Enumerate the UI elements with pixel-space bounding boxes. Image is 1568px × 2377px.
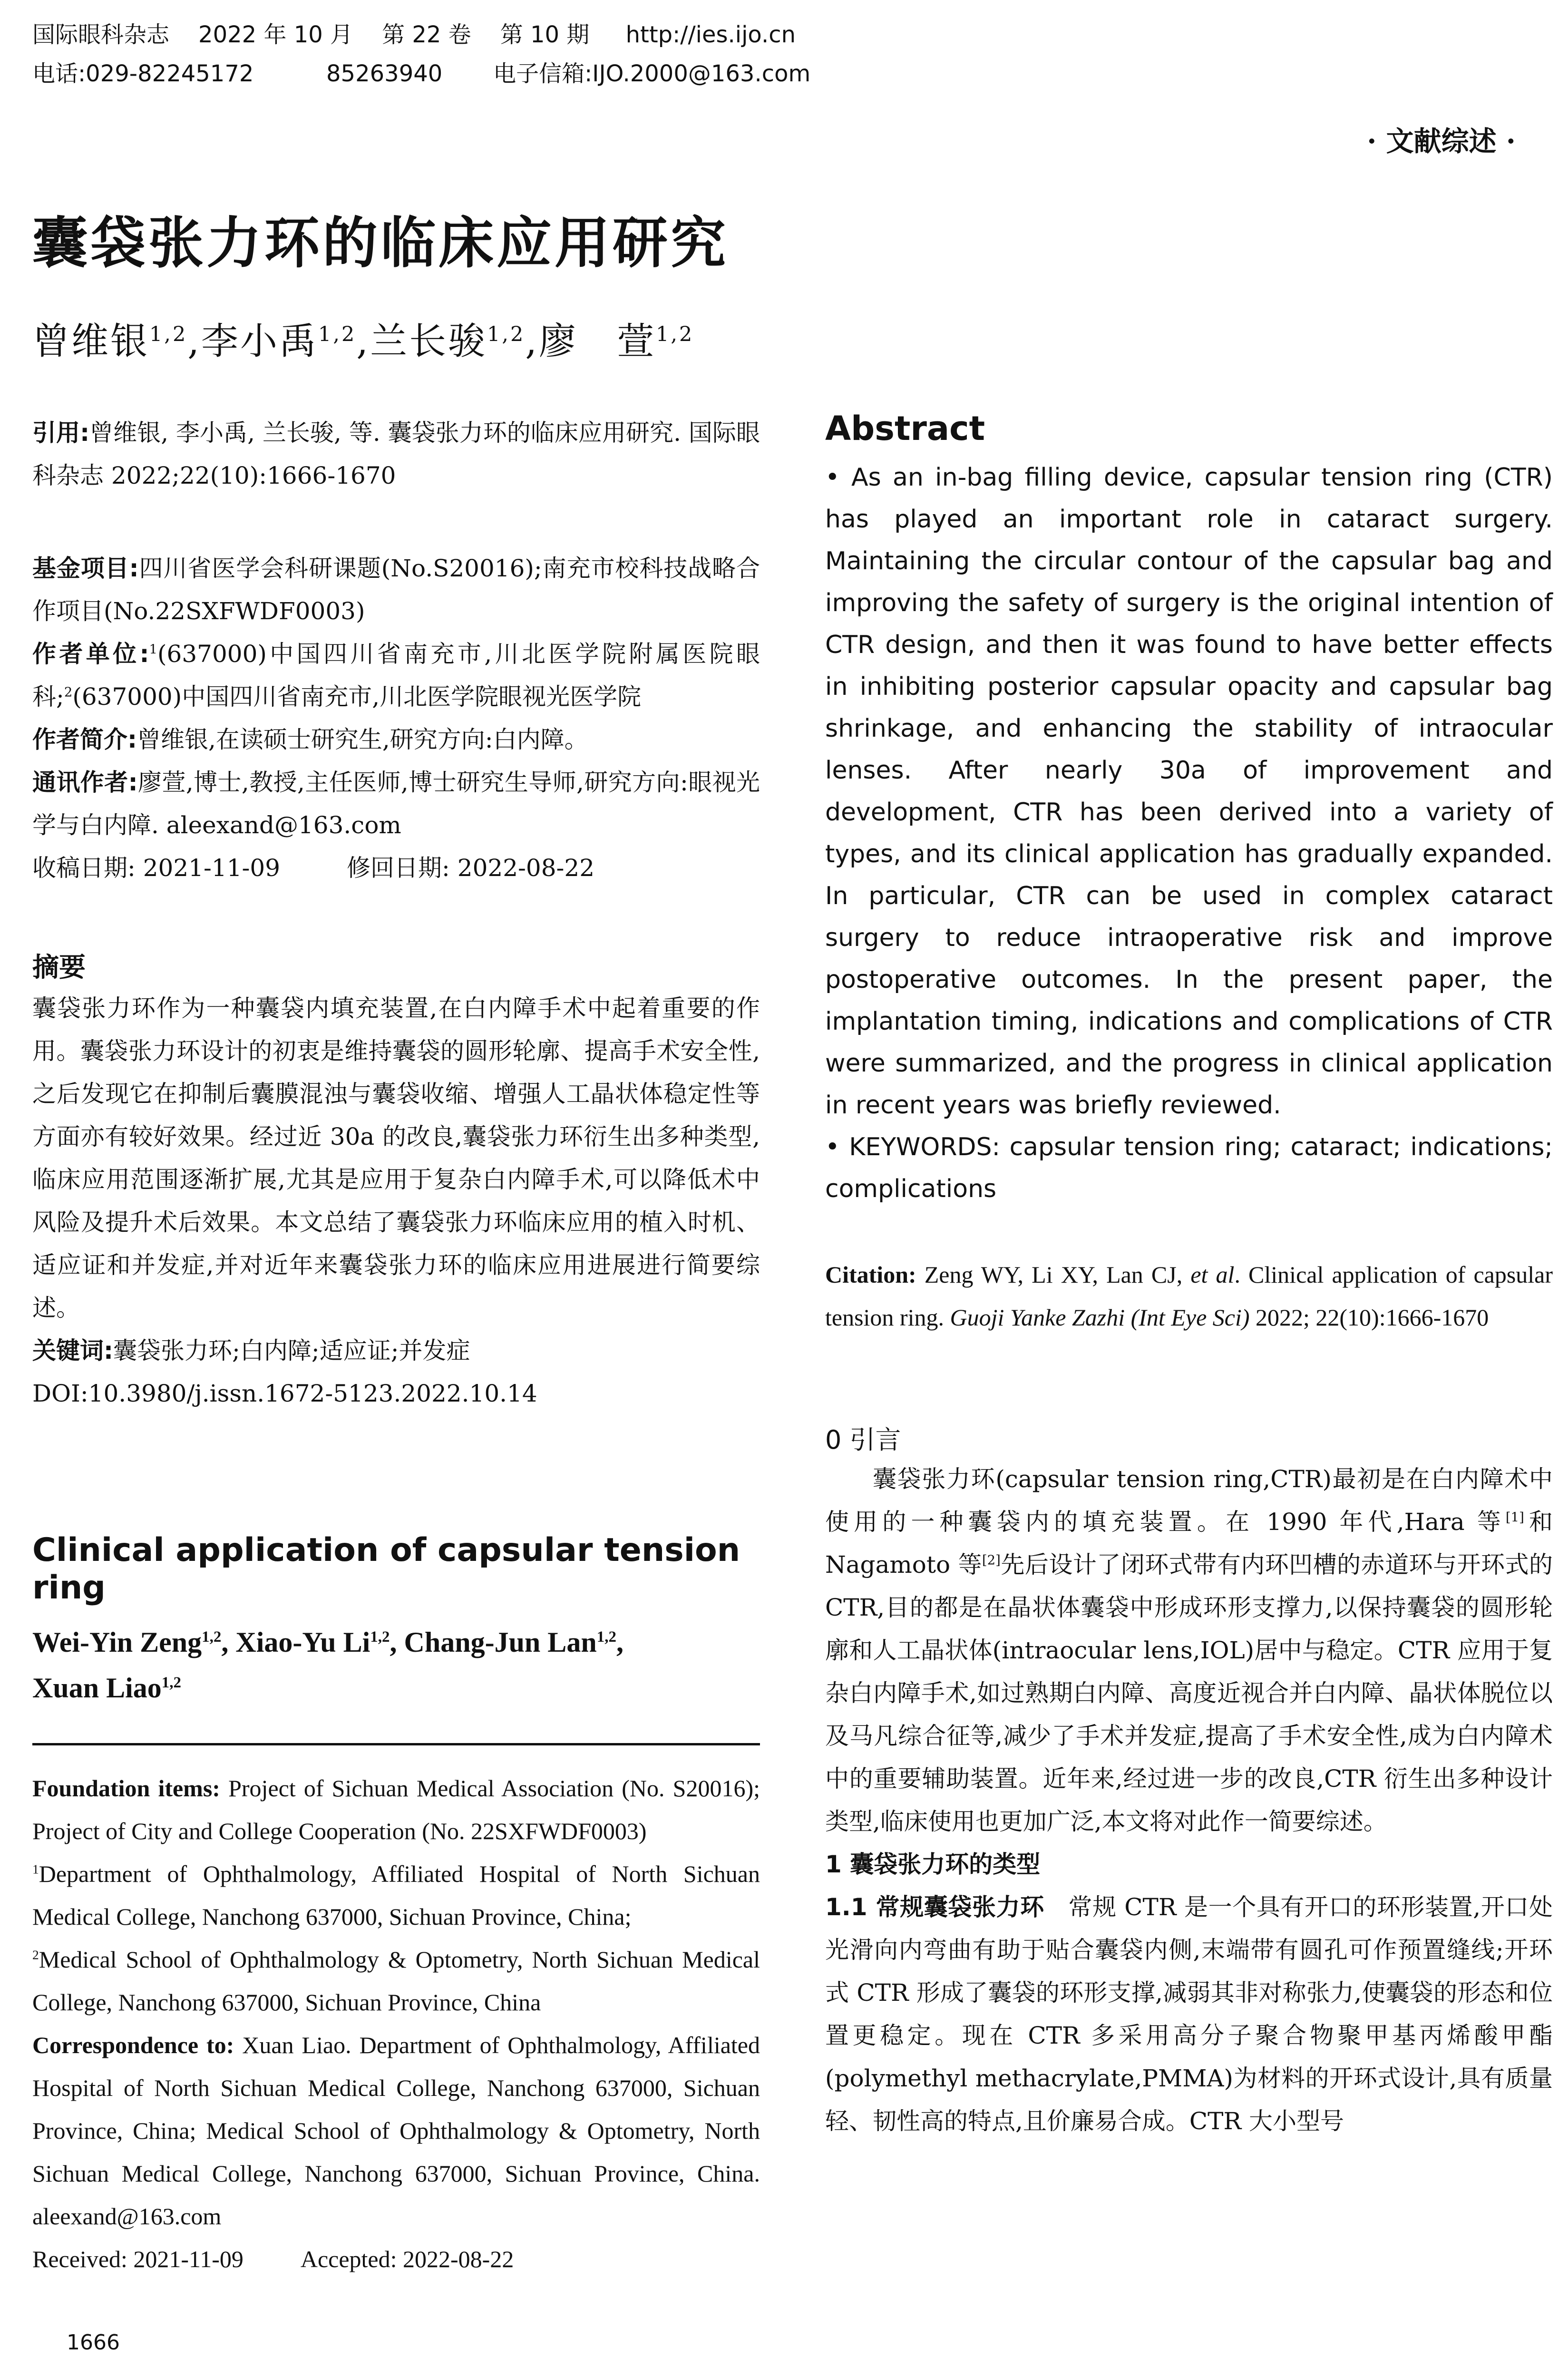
english-title: Clinical application of capsular tension ring (32, 1531, 740, 1607)
section-1-1-text: 常规 CTR 是一个具有开口的环形装置,开口处光滑向内弯曲有助于贴合囊袋内侧,末端带有圆孔可作预置缝线;开环式 CTR 形成了囊袋的环形支撑,减弱其非对称张力,使囊袋的形态和位置更稳定。现在 CTR 多采用高分子聚合物聚甲基丙烯酸甲酯(polymethyl methacrylate,PMMA)为材料的开环式设计,具有质量轻、韧性高的特点,且价廉易合成。CTR 大小型号 (825, 1893, 1553, 2135)
section-tag: · 文献综述 · (1367, 125, 1516, 157)
abstract-cn (32, 987, 760, 1415)
unit-text-2: (637000)中国四川省南充市,川北医学院眼视光医学院 (72, 683, 642, 711)
author-name: 兰长骏 (370, 320, 487, 363)
citation-cn (32, 411, 760, 497)
article-metadata-cn: 基金项目:四川省医学会科研课题(No.S20016);南充市校科技战略合作项目(No.22SXFWDF0003) 作者单位:$^1$(637000)中国四川省南充市,川北医学院附属医院眼科;$^2$(637000)中国四川省南充市,川北医学院眼视光医学院 作者简介:曾维银,在读硕士研究生,研究方向:白内障。 通讯作者:廖萱,博士,教授,主任医师,博士研究生导师,研究方向:眼视光学与白内障. aleexand@163.com 收稿日期: 2021-11-09 修回日期: 2022-08-22 (32, 555, 760, 882)
revised-date: 修回日期: 2022-08-22 (347, 854, 595, 882)
section-1-1-heading: 1.1 常规囊袋张力环 (825, 1893, 1044, 1921)
journal-header-line-1: 国际眼科杂志 2022 年 10 月 第 22 卷 第 10 期 http://ies.ijo.cn (32, 21, 796, 48)
journal-name: Guoji Yanke Zazhi (Int Eye Sci) (950, 1304, 1250, 1331)
fund-text: 四川省医学会科研课题(No.S20016);南充市校科技战略合作项目(No.22SXFWDF0003) (32, 555, 760, 625)
abstract-cn-heading: 摘要 (32, 952, 86, 983)
corr-text: 廖萱,博士,教授,主任医师,博士研究生导师,研究方向:眼视光学与白内障. aleexand@163.com (32, 769, 760, 839)
author-affiliation: 1,2 (487, 322, 526, 346)
abstract-en-heading: Abstract (825, 409, 985, 448)
author-name: 廖 萱 (539, 320, 656, 363)
article-title: 囊袋张力环的临床应用研究 (32, 211, 729, 275)
keywords-cn-label: 关键词: (32, 1337, 113, 1364)
author-affiliation: 1,2 (149, 322, 188, 346)
affiliation-2: Medical School of Ophthalmology & Optometry, North Sichuan Medical College, Nanchong 637000, Sichuan Province, China (32, 1946, 760, 2016)
unit-label: 作者单位: (32, 640, 149, 668)
abstract-en: • As an in-bag filling device, capsular tension ring (CTR) has played an important role in cataract surgery. Maintaining the circular contour of the capsular bag and improving the safety of surgery is the original intention of CTR design, and then it was found to have better effects in inhibiting posterior capsular opacity and capsular bag shrinkage, and enhancing the stability of intraocular lenses. After nearly 30a of improvement and development, CTR has been derived into a variety of types, and its clinical application has gradually expanded. In particular, CTR can be used in complex cataract surgery to reduce intraoperative risk and improve postoperative outcomes. In the present paper, the implantation timing, indications and complications of CTR were summarized, and the progress in clinical application in recent years was briefly reviewed. • KEYWORDS: capsular tension ring; cataract; indications; complications (825, 463, 1553, 1203)
author-affiliation: 1,2 (318, 322, 357, 346)
intro-body (825, 1458, 1553, 2143)
doi: DOI:10.3980/j.issn.1672-5123.2022.10.14 (32, 1380, 537, 1407)
bullet: • (825, 463, 840, 492)
unit-text-1: (637000)中国四川省南充市,川北医学院附属医院眼科; (32, 640, 760, 711)
affiliation-1: Department of Ophthalmology, Affiliated Hospital of North Sichuan Medical College, Nanchong 637000, Sichuan Province, China; (32, 1861, 760, 1930)
corr-label: 通讯作者: (32, 769, 138, 796)
abstract-cn-text: 囊袋张力环作为一种囊袋内填充装置,在白内障手术中起着重要的作用。囊袋张力环设计的初衷是维持囊袋的圆形轮廓、提高手术安全性,之后发现它在抑制后囊膜混浊与囊袋收缩、增强人工晶状体稳定性等方面亦有较好效果。经过近 30a 的改良,囊袋张力环衍生出多种类型,临床应用范围逐渐扩展,尤其是应用于复杂白内障手术,可以降低术中风险及提升术后效果。本文总结了囊袋张力环临床应用的植入时机、适应证和并发症,并对近年来囊袋张力环的临床应用进展进行简要综述。 (32, 994, 760, 1322)
fund-label: 基金项目: (32, 555, 139, 582)
keywords-en: KEYWORDS: capsular tension ring; cataract; indications; complications (825, 1133, 1553, 1203)
reference-1: [1] (1505, 1510, 1524, 1525)
intro-heading: 0 引言 (825, 1425, 901, 1455)
abstract-en-text: As an in-bag filling device, capsular tension ring (CTR) has played an important role in cataract surgery. Maintaining the circular contour of the capsular bag and improving the safety of surgery is the original intention of CTR design, and then it was found to have better effects in inhibiting posterior capsular opacity and capsular bag shrinkage, and enhancing the stability of intraocular lenses. After nearly 30a of improvement and development, CTR has been derived into a variety of types, and its clinical application has gradually expanded. In particular, CTR can be used in complex cataract surgery to reduce intraoperative risk and improve postoperative outcomes. In the present paper, the implantation timing, indications and complications of CTR were summarized, and the progress in clinical application in recent years was briefly reviewed. (825, 463, 1553, 1120)
keywords-cn-text: 囊袋张力环;白内障;适应证;并发症 (113, 1337, 470, 1364)
reference-2: [2] (982, 1552, 1001, 1568)
citation-en-label: Citation: (825, 1261, 916, 1288)
correspondence-label: Correspondence to: (32, 2032, 234, 2058)
english-metadata: Foundation items: Project of Sichuan Medical Association (No. S20016); Project of City and College Cooperation (No. 22SXFWDF0003) $^1$Department of Ophthalmology, Affiliated Hospital of North Sichuan Medical College, Nanchong 637000, Sichuan Province, China; $^2$Medical School of Ophthalmology & Optometry, North Sichuan Medical College, Nanchong 637000, Sichuan Province, China Correspondence to: Xuan Liao. Department of Ophthalmology, Affiliated Hospital of North Sichuan Medical College, Nanchong 637000, Sichuan Province, China; Medical School of Ophthalmology & Optometry, North Sichuan Medical College, Nanchong 637000, Sichuan Province, China. aleexand@163.com Received: 2021-11-09 Accepted: 2022-08-22 (32, 1775, 760, 2272)
page-number: 1666 (67, 2330, 120, 2355)
section-divider (32, 1743, 760, 1745)
accepted-en: Accepted: 2022-08-22 (300, 2246, 514, 2272)
section-1-heading: 1 囊袋张力环的类型 (825, 1851, 1041, 1878)
author-name: 李小禹 (201, 320, 319, 363)
journal-header-line-2: 电话:029-82245172 85263940 电子信箱:IJO.2000@163.com (32, 60, 811, 87)
citation-cn-label: 引用: (32, 419, 90, 447)
received-date: 收稿日期: 2021-11-09 (32, 854, 281, 882)
author-affiliation: 1,2 (656, 322, 694, 346)
author-name: 曾维银 (32, 320, 150, 363)
author-list: 曾维银$^{1,2}$,李小禹$^{1,2}$,兰长骏$^{1,2}$,廖 萱$^{1,2}$ (32, 320, 694, 363)
foundation-label: Foundation items: (32, 1775, 220, 1802)
intro-text: 曾维银,在读硕士研究生,研究方向:白内障。 (137, 726, 588, 753)
english-author-list: Wei-Yin Zeng$^{1,2}$, Xiao-Yu Li$^{1,2}$, Chang-Jun Lan$^{1,2}$, Xuan Liao$^{1,2}$ (32, 1627, 623, 1704)
citation-en: Citation: Zeng WY, Li XY, Lan CJ, et al. Clinical application of capsular tension ring. Guoji Yanke Zazhi (Int Eye Sci) 2022; 22(10):1666-1670 (825, 1261, 1553, 1331)
citation-cn-text: 曾维银, 李小禹, 兰长骏, 等. 囊袋张力环的临床应用研究. 国际眼科杂志 2022;22(10):1666-1670 (32, 419, 760, 489)
intro-paragraph-1: 囊袋张力环(capsular tension ring,CTR)最初是在白内障术中使用的一种囊袋内的填充装置。在 1990 年代,Hara 等[1]和 Nagamoto 等[2]先后设计了闭环式带有内环凹槽的赤道环与开环式的 CTR,目的都是在晶状体囊袋中形成环形支撑力,以保持囊袋的圆形轮廓和人工晶状体(intraocular lens,IOL)居中与稳定。CTR 应用于复杂白内障手术,如过熟期白内障、高度近视合并白内障、晶状体脱位以及马凡综合征等,减少了手术并发症,提高了手术安全性,成为白内障术中的重要辅助装置。近年来,经过进一步的改良,CTR 衍生出多种设计类型,临床使用也更加广泛,本文将对此作一简要综述。 (825, 1465, 1553, 1835)
correspondence-text: Xuan Liao. Department of Ophthalmology, Affiliated Hospital of North Sichuan Medical College, Nanchong 637000, Sichuan Province, China; Medical School of Ophthalmology & Optometry, North Sichuan Medical College, Nanchong 637000, Sichuan Province, China. aleexand@163.com (32, 2032, 760, 2230)
received-en: Received: 2021-11-09 (32, 2246, 243, 2272)
intro-label: 作者简介: (32, 726, 137, 753)
